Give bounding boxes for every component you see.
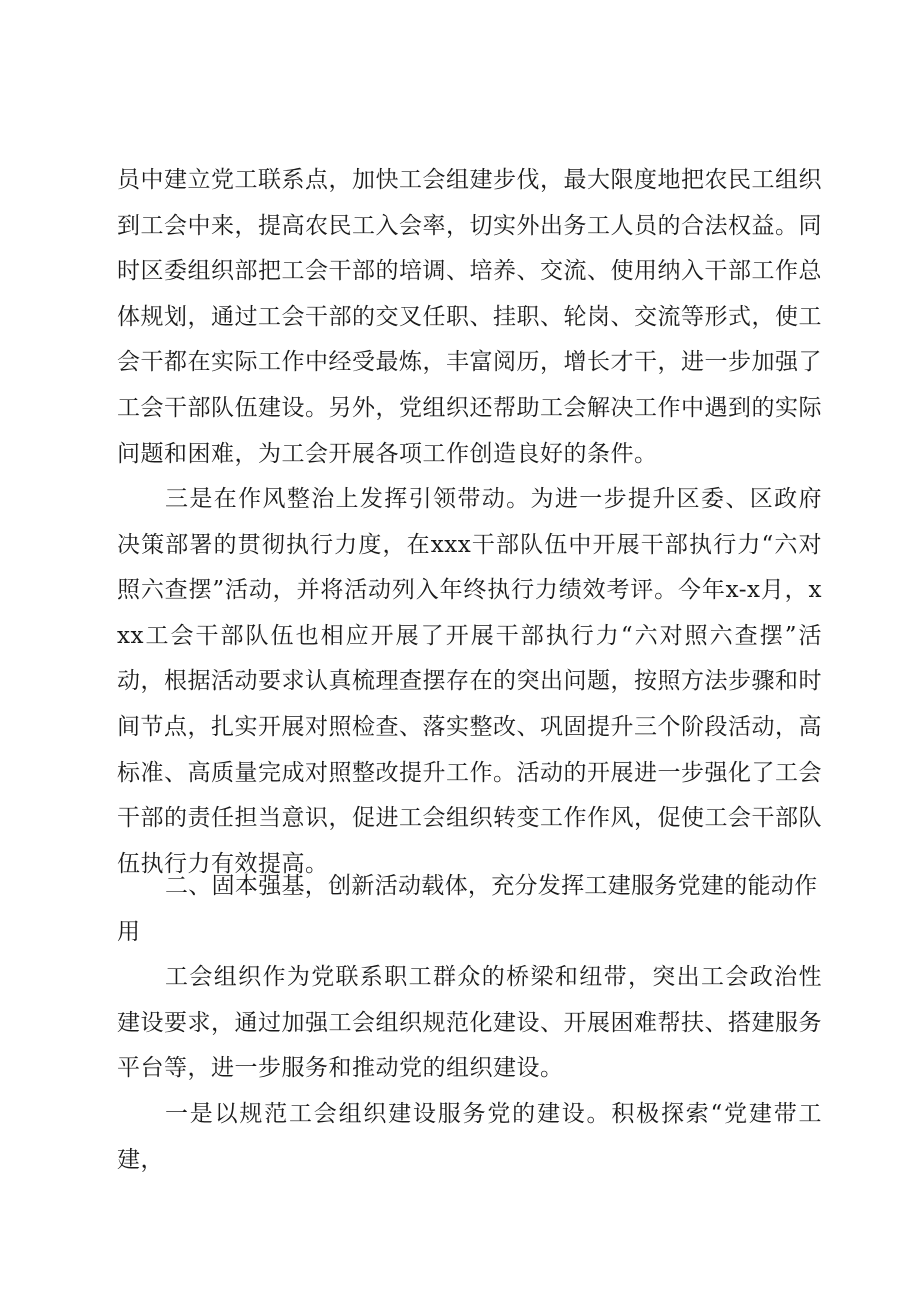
paragraph-continuation: 员中建立党工联系点，加快工会组建步伐，最大限度地把农民工组织到工会中来，提高农民工入会率，切实外出务工人员的合法权益。同时区委组织部把工会干部的培调、培养、交流、使用纳入干部工作总体规划，通过工会干部的交叉任职、挂职、轮岗、交流等形式，使工会干都在实际工作中经受最炼，丰富阅历，增长才干，进一步加强了工会干部队伍建设。另外，党组织还帮助工会解决工作中遇到的实际问题和困难，为工会开展各项工作创造良好的条件。 — [117, 167, 822, 467]
section-heading: 二、固本强基，创新活动载体，充分发挥工建服务党建的能动作用 — [117, 873, 818, 945]
paragraph-one: 一是以规范工会组织建设服务党的建设。积极探索“党建带工建， — [117, 1101, 822, 1173]
paragraph-three: 三是在作风整治上发挥引领带动。为进一步提升区委、区政府决策部署的贯彻执行力度，在xxx干部队伍中开展干部执行力“六对照六查摆”活动，并将活动列入年终执行力绩效考评。今年x-x月，xxx工会干部队伍也相应开展了开展干部执行力“六对照六查摆”活动，根据活动要求认真梳理查摆存在的突出问题，按照方法步骤和时间节点，扎实开展对照检查、落实整改、巩固提升三个阶段活动，高标准、高质量完成对照整改提升工作。活动的开展进一步强化了工会干部的责任担当意识，促进工会组织转变工作作风，促使工会干部队伍执行力有效提高。 — [117, 486, 822, 877]
paragraph-intro: 工会组织作为党联系职工群众的桥梁和纽带，突出工会政治性建设要求，通过加强工会组织规范化建设、开展困难帮扶、搭建服务平台等，进一步服务和推动党的组织建设。 — [117, 964, 822, 1082]
